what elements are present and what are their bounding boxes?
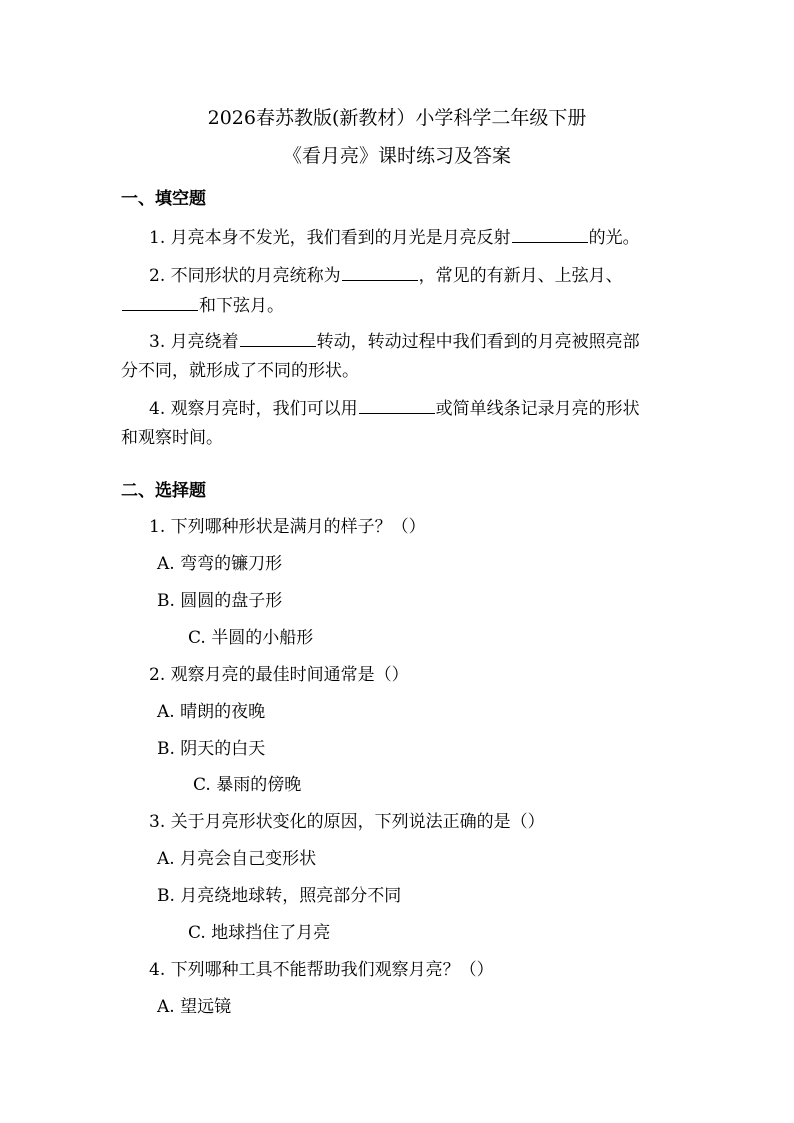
fill-question-4 (149, 397, 640, 420)
question-text: 4. 观察月亮时，我们可以用 (149, 399, 358, 419)
question-text: ，常见的有新月、上弦月、 (418, 266, 623, 286)
answer-blank (512, 226, 588, 243)
question-text: 的光。 (588, 228, 640, 248)
fill-question-2-continued (121, 294, 284, 317)
choice-question-4-option-a: A. 望远镜 (157, 997, 232, 1017)
section-heading-multiple-choice: 二、选择题 (121, 481, 206, 501)
question-text: 和下弦月。 (199, 296, 284, 316)
fill-question-3-continued: 分不同，就形成了不同的形状。 (121, 361, 359, 381)
fill-question-4-continued: 和观察时间。 (121, 428, 223, 448)
choice-question-3-stem: 3. 关于月亮形状变化的原因，下列说法正确的是（） (149, 812, 545, 832)
choice-question-2-stem: 2. 观察月亮的最佳时间通常是（） (149, 665, 409, 685)
choice-question-2-option-a: A. 晴朗的夜晚 (157, 702, 266, 722)
document-title: 2026春苏教版(新教材）小学科学二年级下册 (207, 107, 587, 129)
answer-blank (122, 294, 198, 311)
choice-question-3-option-c: C. 地球挡住了月亮 (188, 923, 331, 943)
choice-question-3-option-b: B. 月亮绕地球转，照亮部分不同 (157, 886, 402, 906)
choice-question-2-option-c: C. 暴雨的傍晚 (193, 775, 302, 795)
fill-question-1 (149, 226, 640, 249)
answer-blank (240, 330, 316, 347)
fill-question-2 (149, 264, 623, 287)
fill-question-3 (149, 330, 640, 353)
choice-question-2-option-b: B. 阴天的白天 (157, 739, 266, 759)
question-text: 1. 月亮本身不发光，我们看到的月光是月亮反射 (149, 228, 511, 248)
choice-question-1-stem: 1. 下列哪种形状是满月的样子？（） (149, 517, 426, 537)
question-text: 2. 不同形状的月亮统称为 (149, 266, 341, 286)
question-text: 或简单线条记录月亮的形状 (435, 399, 640, 419)
answer-blank (342, 264, 418, 281)
question-text: 3. 月亮绕着 (149, 332, 239, 352)
choice-question-1-option-a: A. 弯弯的镰刀形 (157, 554, 283, 574)
choice-question-1-option-b: B. 圆圆的盘子形 (157, 591, 283, 611)
section-heading-fill-blank: 一、填空题 (121, 189, 206, 209)
answer-blank (359, 397, 435, 414)
choice-question-4-stem: 4. 下列哪种工具不能帮助我们观察月亮？（） (149, 960, 494, 980)
document-subtitle: 《看月亮》课时练习及答案 (282, 145, 511, 167)
question-text: 转动，转动过程中我们看到的月亮被照亮部 (316, 332, 640, 352)
choice-question-1-option-c: C. 半圆的小船形 (188, 628, 314, 648)
choice-question-3-option-a: A. 月亮会自己变形状 (157, 849, 317, 869)
